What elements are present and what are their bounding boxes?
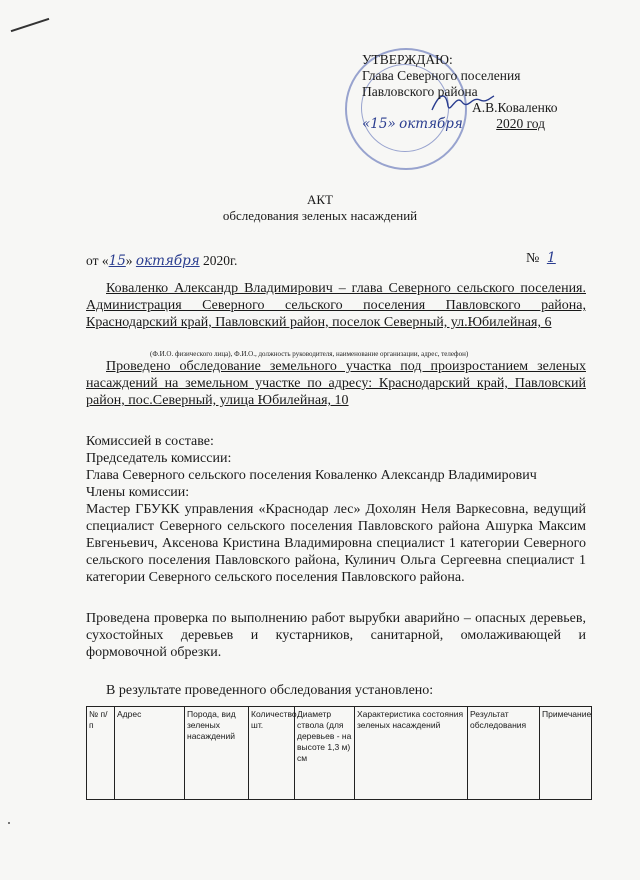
act-number	[526, 250, 570, 267]
table-header-cell: Количество шт.	[249, 707, 295, 800]
commission-chair: Глава Северного сельского поселения Коваленко Александр Владимирович	[86, 468, 537, 483]
table-header-row	[87, 707, 592, 800]
table-header-cell: Диаметр ствола (для деревьев - на высоте 1,3 м) см	[295, 707, 355, 800]
act-date-day: 15	[108, 253, 126, 269]
approval-position-line2: Павловского района	[362, 84, 478, 99]
commission-block	[86, 433, 586, 586]
table-header-cell: Порода, вид зеленых насаждений	[185, 707, 249, 800]
table-header-cell: Результат обследования	[468, 707, 540, 800]
document-title-line1: АКТ	[307, 192, 333, 207]
act-date-year: 2020г.	[203, 253, 238, 268]
act-date-sep: »	[125, 253, 133, 268]
act-date-prefix: от «	[86, 253, 109, 268]
scan-speck	[8, 822, 10, 824]
result-intro: В результате проведенного обследования установлено:	[106, 683, 434, 698]
approval-position-line1: Глава Северного поселения	[362, 68, 521, 83]
table-header-cell: № п/п	[87, 707, 115, 800]
approval-block	[362, 52, 632, 132]
pen-mark	[11, 18, 50, 32]
approval-heading: УТВЕРЖДАЮ:	[362, 52, 453, 67]
act-date-month: октября	[135, 253, 200, 269]
survey-table	[86, 706, 592, 800]
act-number-value: 1	[546, 250, 556, 266]
owner-caption: (Ф.И.О. физического лица), Ф.И.О., должность руководителя, наименование организации, адрес, телефон)	[150, 350, 469, 358]
table-header-cell: Характеристика состояния зеленых насаждений	[355, 707, 468, 800]
commission-heading: Комиссией в составе:	[86, 434, 214, 449]
commission-members: Мастер ГБУКК управления «Краснодар лес» Дохолян Неля Варкесовна, ведущий специалист Северного сельского поселения Павловского района Ашурка Максим Евгеньевич, Аксенова Кристина Владимировна специалист 1 категории Северного сельского поселения Павловского района, Кулинич Ольга Сергеевна специалист 1 категории Северного сельского поселения Павловского района.	[86, 502, 586, 585]
owner-paragraph: Коваленко Александр Владимирович – глава Северного сельского поселения. Администрация Северного сельского поселения Павловского района, Краснодарский край, Павловский район, поселок Северный, ул.Юбилейная, 6	[86, 281, 586, 330]
approval-date-day: «15»	[362, 116, 396, 132]
check-paragraph: Проведена проверка по выполнению работ вырубки аварийно – опасных деревьев, сухостойных деревьев и кустарников, санитарной, омолаживающей и формовочной обрезки.	[86, 611, 586, 660]
table-header-cell: Примечание	[540, 707, 592, 800]
act-number-prefix: №	[526, 251, 540, 266]
approval-date	[362, 116, 632, 132]
table-header-cell: Адрес	[115, 707, 185, 800]
survey-paragraph: Проведено обследование земельного участка под произростанием зеленых насаждений на земельном участке по адресу: Краснодарский край, Павловский район, пос.Северный, улица Юбилейная, 10	[86, 359, 586, 408]
document-title-line2: обследования зеленых насаждений	[222, 208, 418, 223]
commission-chair-label: Председатель комиссии:	[86, 451, 232, 466]
act-date	[86, 253, 237, 269]
approval-date-year: 2020 год	[496, 116, 546, 131]
document-title	[0, 192, 640, 224]
approval-date-month: октября	[399, 116, 463, 132]
commission-members-label: Члены комиссии:	[86, 485, 190, 500]
approval-signer: А.В.Коваленко	[472, 100, 558, 115]
